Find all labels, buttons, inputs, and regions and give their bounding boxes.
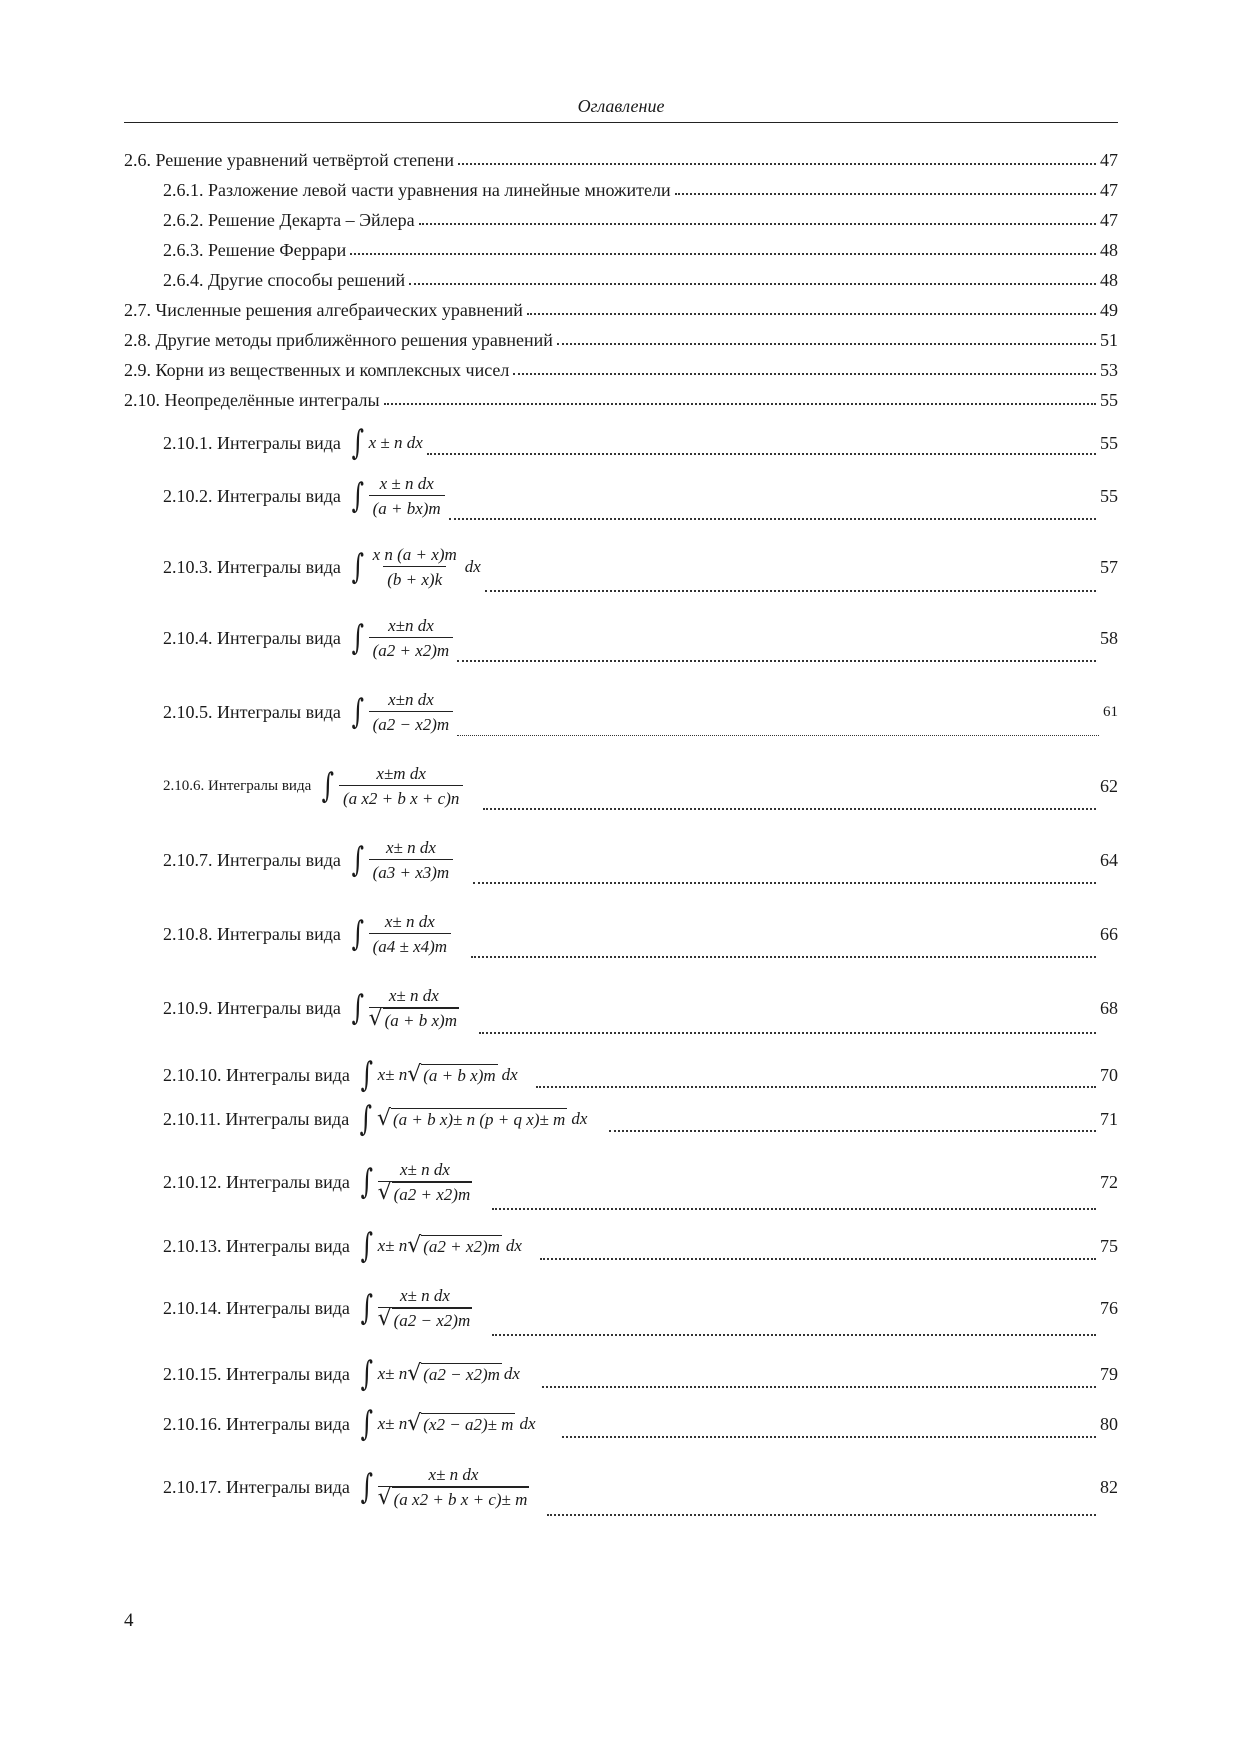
toc-entry-page: 75 — [1100, 1235, 1118, 1256]
formula-numerator: x± n dx — [399, 1286, 450, 1306]
toc-entry-label: 2.10.5. Интегралы вида — [163, 701, 341, 722]
leader-dots — [540, 1258, 1096, 1260]
leader-dots — [449, 518, 1096, 520]
integral-sign: ∫ — [360, 1288, 373, 1328]
leader-dots — [427, 453, 1096, 455]
integral-sign: ∫ — [351, 988, 364, 1028]
fraction — [339, 763, 463, 809]
toc-entry[interactable] — [124, 390, 1118, 411]
formula-radicand: (a2 − x2)m — [423, 1365, 500, 1384]
toc-entry-page: 51 — [1100, 330, 1118, 350]
leader-dots — [479, 1032, 1096, 1034]
integral-sign: ∫ — [360, 1354, 373, 1394]
leader-dots — [675, 193, 1096, 195]
formula — [349, 911, 451, 957]
toc-entry-label: 2.10.9. Интегралы вида — [163, 997, 341, 1018]
integral-sign: ∫ — [351, 840, 364, 880]
formula-tail: dx — [464, 557, 481, 576]
toc-entry[interactable] — [163, 1404, 1118, 1444]
toc-entry-page: 55 — [1100, 390, 1118, 410]
formula — [358, 1404, 536, 1444]
toc-entry-label: 2.6.1. Разложение левой части уравнения на линейные множители — [163, 180, 671, 200]
formula — [349, 544, 481, 590]
toc-entry[interactable] — [124, 150, 1118, 171]
leader-dots — [492, 1334, 1096, 1336]
toc-entry-page: 64 — [1100, 849, 1118, 870]
toc-entry-label: 2.10.10. Интегралы вида — [163, 1064, 350, 1085]
leader-dots — [419, 223, 1096, 225]
formula-numerator: x ± n dx — [368, 433, 423, 452]
leader-dots — [557, 343, 1096, 345]
integral-sign: ∫ — [359, 1099, 373, 1139]
formula — [349, 985, 459, 1031]
toc-entry-page: 47 — [1100, 180, 1118, 200]
integral-sign: ∫ — [351, 692, 364, 732]
formula-tail: dx — [519, 1414, 536, 1433]
toc-entry-page: 48 — [1100, 270, 1118, 290]
toc-entry-label: 2.6.3. Решение Феррари — [163, 240, 347, 260]
toc-entry-page: 72 — [1100, 1171, 1118, 1192]
integral-sign: ∫ — [360, 1226, 373, 1266]
radical-sign: √ — [377, 1179, 392, 1205]
toc-entry[interactable] — [163, 210, 1118, 231]
toc-entry[interactable] — [163, 240, 1118, 261]
formula-denominator: (a3 + x3)m — [369, 859, 454, 883]
leader-dots — [350, 253, 1096, 255]
formula-prefix: x± n — [377, 1065, 408, 1084]
toc-entry[interactable] — [163, 976, 1118, 1040]
formula-denominator: (a + bx)m — [369, 495, 445, 519]
formula-prefix: x± n — [377, 1414, 408, 1433]
toc-entry-page: 49 — [1100, 300, 1118, 320]
formula-numerator: x± n dx — [399, 1160, 450, 1180]
square-root — [378, 1181, 473, 1205]
square-root — [407, 1064, 497, 1086]
radical-sign: √ — [376, 1106, 391, 1131]
toc-entry-page: 58 — [1100, 627, 1118, 648]
toc-entry[interactable] — [163, 1226, 1118, 1266]
formula-radicand: (a + b x)m — [423, 1066, 496, 1085]
leader-dots — [483, 808, 1096, 810]
formula-denominator: (a2 + x2)m — [392, 1182, 473, 1205]
formula-denominator: (a4 ± x4)m — [369, 933, 451, 957]
toc-entry-label: 2.10.7. Интегралы вида — [163, 849, 341, 870]
formula-denominator: (a2 − x2)m — [392, 1308, 473, 1331]
toc-entry-label: 2.10.11. Интегралы вида — [163, 1108, 350, 1129]
formula — [349, 689, 453, 735]
formula-radicand: (a2 + x2)m — [423, 1237, 500, 1256]
toc-entry-page: 70 — [1100, 1064, 1118, 1085]
integral-sign: ∫ — [351, 618, 364, 658]
formula-numerator: x±n dx — [388, 690, 434, 710]
formula-radicand: (a + b x)± n (p + q x)± m — [392, 1110, 566, 1129]
toc-entry[interactable] — [163, 1056, 1118, 1094]
toc-entry-page: 55 — [1100, 485, 1118, 506]
formula-prefix: x± n — [377, 1236, 408, 1255]
leader-dots — [485, 590, 1096, 592]
toc-entry[interactable] — [163, 608, 1118, 668]
toc-entry-page: 80 — [1100, 1413, 1118, 1434]
leader-dots — [536, 1086, 1096, 1088]
radical-sign: √ — [377, 1484, 392, 1510]
formula — [349, 473, 445, 519]
toc-entry-label: 2.10.8. Интегралы вида — [163, 923, 341, 944]
square-root — [369, 1007, 459, 1031]
toc-entry-page: 79 — [1100, 1363, 1118, 1384]
leader-dots — [547, 1514, 1096, 1516]
fraction — [369, 985, 459, 1031]
toc-entry[interactable] — [163, 1354, 1118, 1394]
integral-sign: ∫ — [351, 914, 364, 954]
toc-entry-label: 2.6. Решение уравнений четвёртой степени — [124, 150, 455, 170]
toc-entry[interactable] — [163, 536, 1118, 598]
formula-tail: dx — [503, 1364, 520, 1383]
toc-entry[interactable] — [163, 425, 1118, 461]
formula-denominator: (a2 − x2)m — [369, 711, 454, 735]
formula — [358, 1226, 522, 1266]
formula — [349, 615, 453, 661]
fraction — [369, 473, 445, 519]
toc-entry-label: 2.10.17. Интегралы вида — [163, 1476, 350, 1497]
formula-numerator: x± n dx — [385, 838, 436, 858]
radical-sign: √ — [407, 1062, 422, 1087]
formula-denominator: (a2 + x2)m — [369, 637, 454, 661]
toc-entry[interactable] — [163, 270, 1118, 291]
toc-entry[interactable] — [124, 300, 1118, 321]
toc-entry-label: 2.10.13. Интегралы вида — [163, 1235, 350, 1256]
formula-denominator: (a x2 + b x + c)n — [339, 785, 463, 809]
formula — [358, 1354, 520, 1394]
toc-entry-page: 82 — [1100, 1476, 1118, 1497]
toc-entry-page: 66 — [1100, 923, 1118, 944]
formula-denominator: (a + b x)m — [383, 1008, 459, 1031]
leader-dots — [562, 1436, 1096, 1438]
formula-denominator: (a x2 + b x + c)± m — [392, 1487, 530, 1510]
toc-entry-label: 2.7. Численные решения алгебраических уравнений — [124, 300, 523, 320]
square-root — [378, 1486, 530, 1510]
toc-entry-label: 2.10.14. Интегралы вида — [163, 1297, 350, 1318]
leader-dots — [513, 373, 1096, 375]
leader-dots — [473, 882, 1096, 884]
toc-entry[interactable] — [163, 904, 1118, 964]
toc-entry-page: 68 — [1100, 997, 1118, 1018]
toc-entry-page: 61 — [1103, 703, 1118, 720]
leader-dots — [457, 660, 1096, 662]
toc-entry-label: 2.9. Корни из вещественных и комплексных чисел — [124, 360, 510, 380]
toc-entry-label: 2.10.16. Интегралы вида — [163, 1413, 350, 1434]
toc-entry-label: 2.10. Неопределённые интегралы — [124, 390, 380, 410]
leader-dots — [409, 283, 1096, 285]
square-root — [378, 1307, 473, 1331]
formula-tail: dx — [571, 1109, 588, 1128]
toc-entry-page: 76 — [1100, 1297, 1118, 1318]
toc-entry[interactable] — [163, 682, 1118, 742]
toc-entry-label: 2.10.15. Интегралы вида — [163, 1363, 350, 1384]
integral-sign: ∫ — [360, 1055, 373, 1095]
integral-sign: ∫ — [351, 547, 364, 587]
integral-sign: ∫ — [360, 1404, 373, 1444]
page-header-title: Оглавление — [577, 96, 665, 116]
toc-entry-page: 53 — [1100, 360, 1118, 380]
fraction — [369, 911, 451, 957]
toc-entry[interactable] — [163, 1148, 1118, 1216]
formula-radicand: (x2 − a2)± m — [423, 1415, 514, 1434]
integral-sign: ∫ — [351, 423, 364, 463]
leader-dots — [384, 403, 1096, 405]
toc-entry[interactable] — [163, 1100, 1118, 1138]
square-root — [407, 1413, 515, 1435]
formula-numerator: x± n dx — [428, 1465, 479, 1485]
toc-entry-label: 2.10.2. Интегралы вида — [163, 485, 341, 506]
fraction — [369, 544, 461, 590]
page-number: 4 — [124, 1610, 134, 1631]
square-root — [407, 1363, 502, 1385]
radical-sign: √ — [407, 1411, 422, 1436]
formula — [358, 1285, 472, 1331]
toc-entry[interactable] — [124, 360, 1118, 381]
leader-dots — [471, 956, 1096, 958]
fraction — [369, 689, 454, 735]
formula — [358, 1055, 518, 1095]
formula — [358, 1159, 472, 1205]
radical-sign: √ — [377, 1305, 392, 1331]
formula — [349, 423, 423, 463]
toc-entry-page: 47 — [1100, 150, 1118, 170]
fraction — [378, 1464, 530, 1510]
toc-entry[interactable] — [163, 1274, 1118, 1342]
integral-sign: ∫ — [351, 476, 364, 516]
leader-dots — [609, 1130, 1096, 1132]
toc-entry-label: 2.6.4. Другие способы решений — [163, 270, 406, 290]
toc-entry[interactable] — [124, 330, 1118, 351]
toc-entry-label: 2.10.12. Интегралы вида — [163, 1171, 350, 1192]
toc-entry-label: 2.10.1. Интегралы вида — [163, 432, 341, 453]
formula-numerator: x±m dx — [376, 764, 426, 784]
formula-numerator: x± n dx — [388, 986, 439, 1006]
leader-dots — [542, 1386, 1096, 1388]
formula — [357, 1099, 588, 1139]
formula-numerator: x± n dx — [384, 912, 435, 932]
toc-entry-label: 2.10.4. Интегралы вида — [163, 627, 341, 648]
fraction — [378, 1159, 473, 1205]
toc-entry-page: 57 — [1100, 556, 1118, 577]
square-root — [377, 1108, 567, 1130]
formula-prefix: x± n — [377, 1364, 408, 1383]
toc-entry[interactable] — [163, 466, 1118, 526]
leader-dots — [457, 735, 1099, 736]
formula-numerator: x n (a + x)m — [372, 545, 457, 565]
toc-entry-label: 2.10.6. Интегралы вида — [163, 777, 312, 794]
fraction — [378, 1285, 473, 1331]
integral-sign: ∫ — [321, 766, 335, 806]
fraction — [369, 837, 454, 883]
radical-sign: √ — [407, 1233, 422, 1258]
leader-dots — [492, 1208, 1096, 1210]
formula-numerator: x ± n dx — [379, 474, 434, 494]
toc-entry-page: 47 — [1100, 210, 1118, 230]
toc-entry-label: 2.8. Другие методы приближённого решения уравнений — [124, 330, 553, 350]
formula-tail: dx — [501, 1065, 518, 1084]
toc-entry-label: 2.10.3. Интегралы вида — [163, 556, 341, 577]
formula-numerator: x±n dx — [388, 616, 434, 636]
toc-entry-page: 55 — [1100, 432, 1118, 453]
formula-tail: dx — [505, 1236, 522, 1255]
toc-entry-page: 48 — [1100, 240, 1118, 260]
toc-entry[interactable] — [163, 756, 1118, 816]
square-root — [407, 1235, 502, 1257]
formula — [319, 763, 463, 809]
toc-entry-page: 62 — [1100, 775, 1118, 796]
integral-sign: ∫ — [360, 1467, 373, 1507]
toc-entry[interactable] — [163, 180, 1118, 201]
formula — [349, 837, 453, 883]
toc-entry-label: 2.6.2. Решение Декарта – Эйлера — [163, 210, 415, 230]
toc-entry-page: 71 — [1100, 1108, 1118, 1129]
toc-entry[interactable] — [163, 830, 1118, 890]
radical-sign: √ — [368, 1005, 383, 1031]
leader-dots — [458, 163, 1096, 165]
fraction — [369, 615, 454, 661]
toc-entry[interactable] — [163, 1452, 1118, 1522]
radical-sign: √ — [407, 1361, 422, 1386]
formula-denominator: (b + x)k — [383, 566, 446, 590]
formula — [358, 1464, 530, 1510]
leader-dots — [527, 313, 1096, 315]
integral-sign: ∫ — [360, 1162, 373, 1202]
